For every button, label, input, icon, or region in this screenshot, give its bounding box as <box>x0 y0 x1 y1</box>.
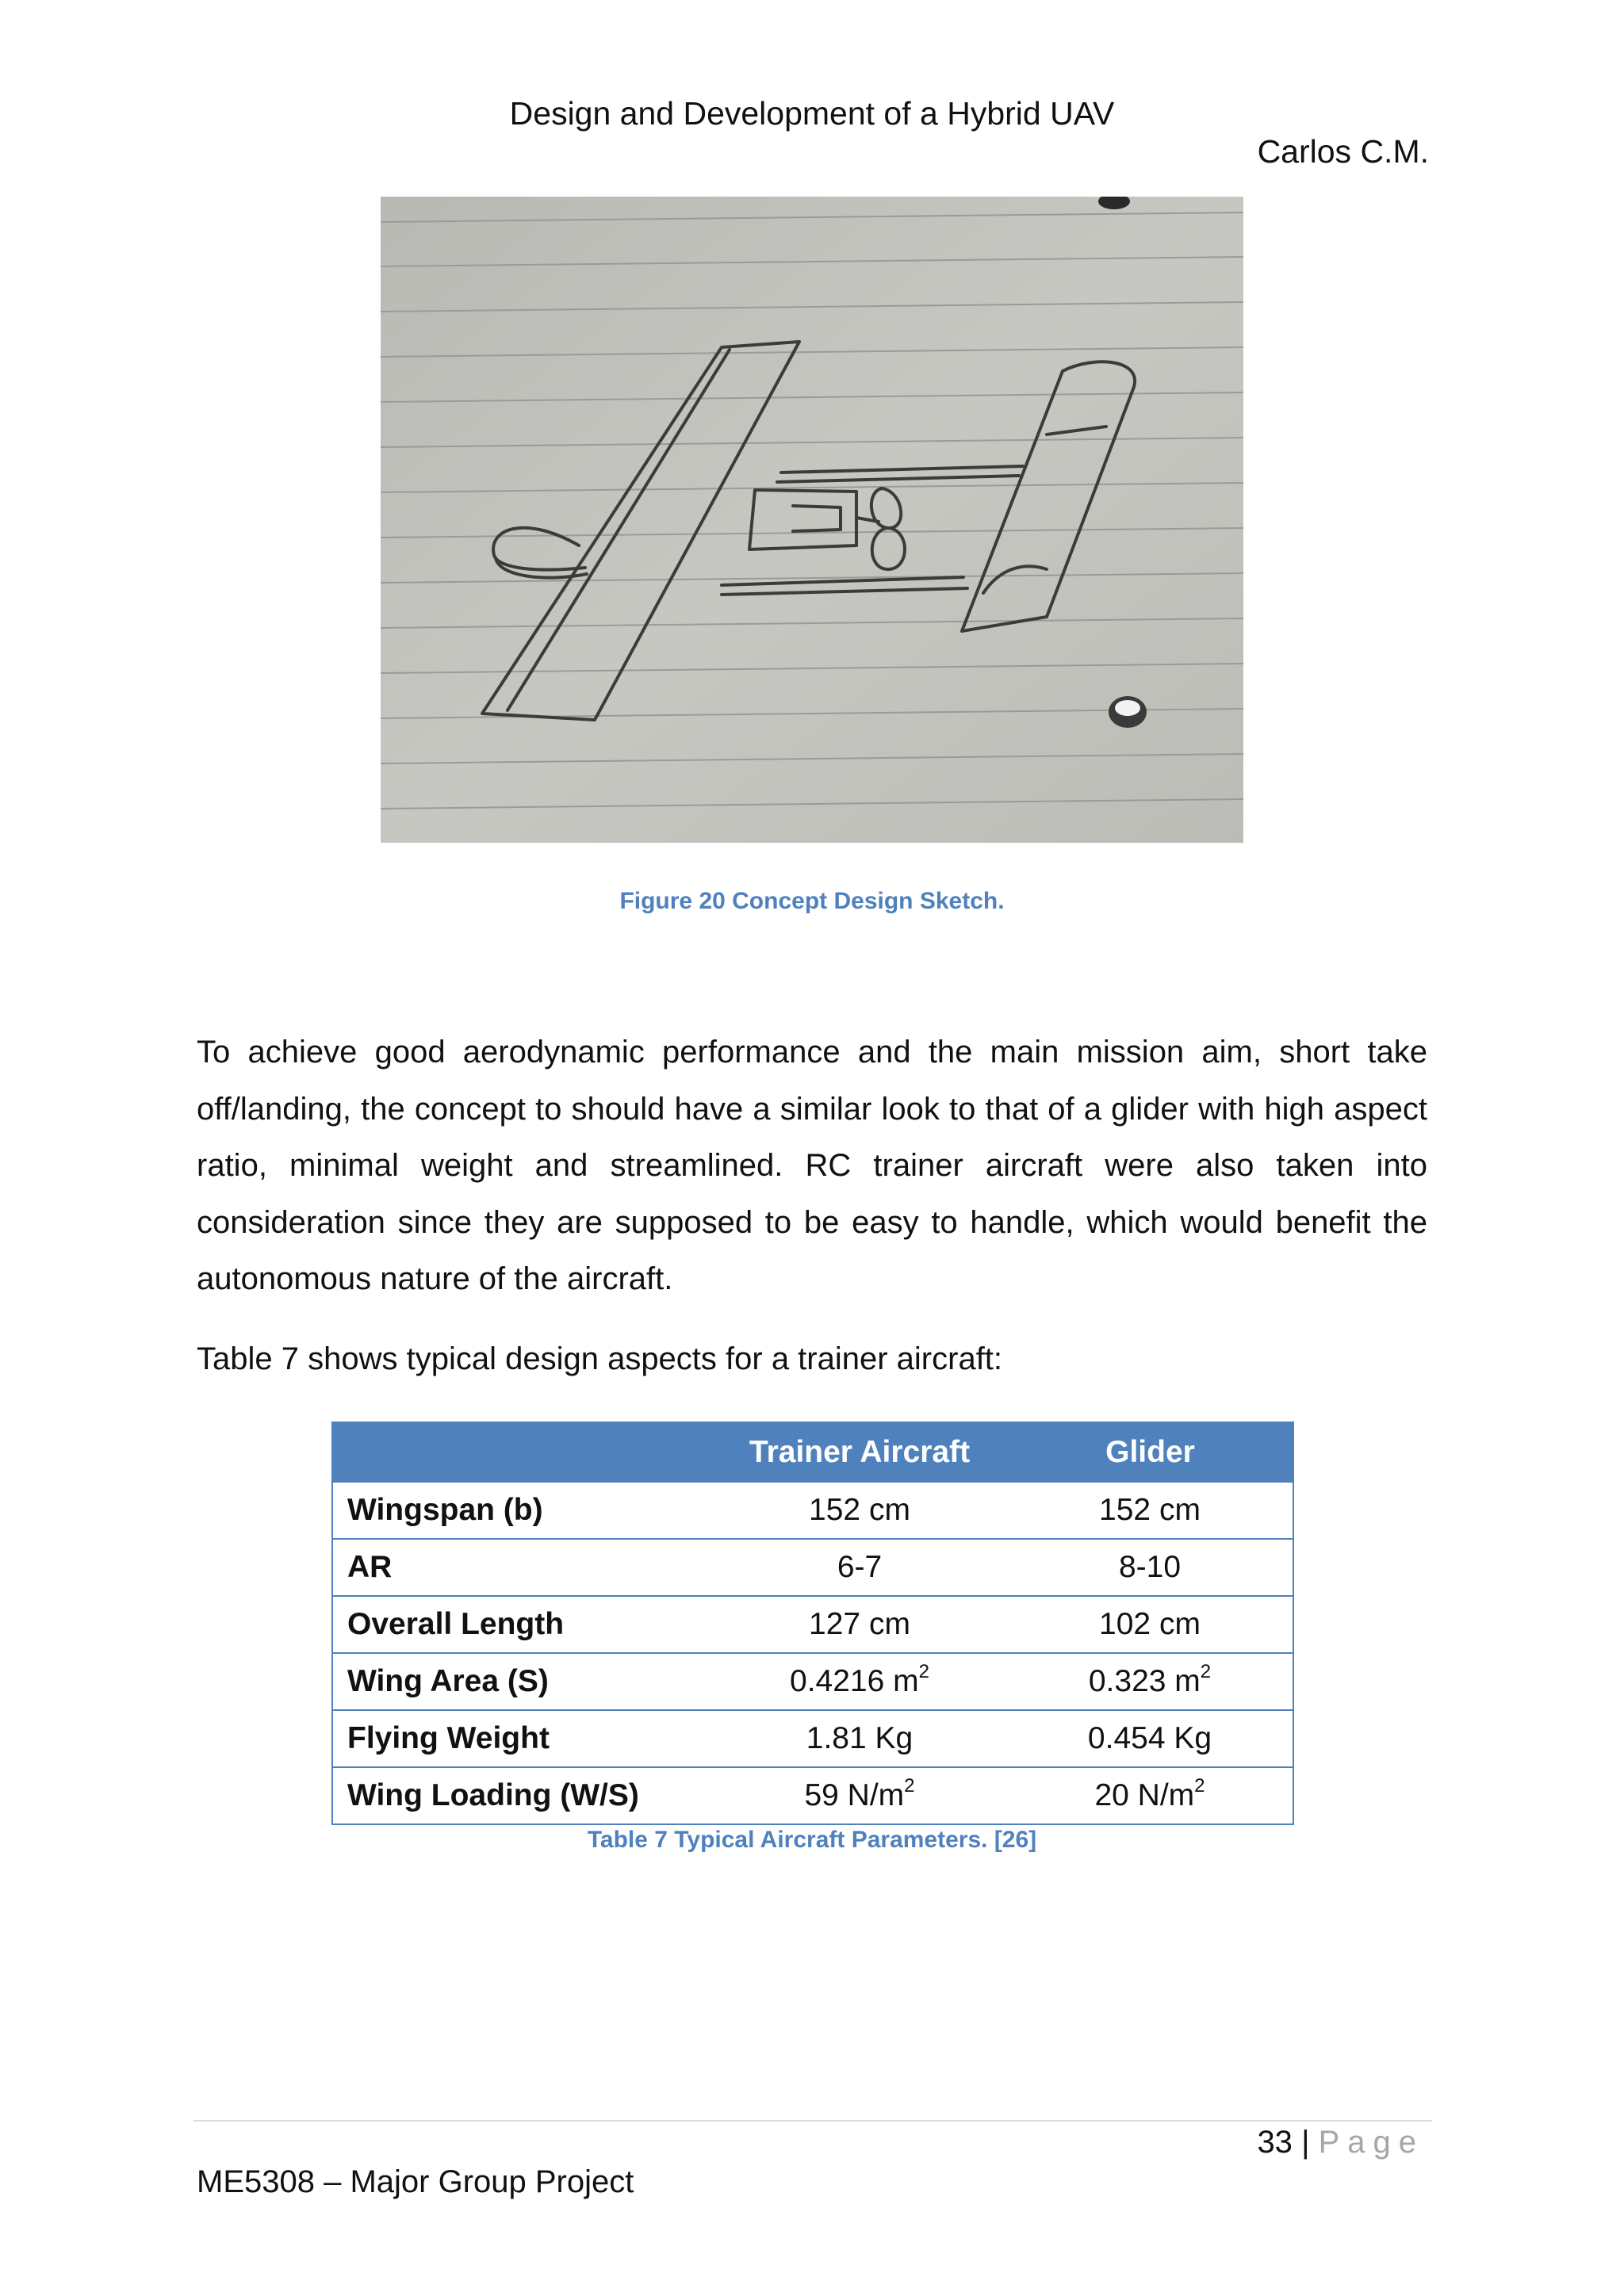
figure-caption: Figure 20 Concept Design Sketch. <box>619 888 1005 914</box>
glider-value: 0.323 m <box>1088 1664 1201 1698</box>
table-header-row <box>332 1422 1293 1482</box>
unit-superscript: 2 <box>918 1661 929 1682</box>
table-row <box>332 1539 1293 1596</box>
unit-superscript: 2 <box>1194 1775 1205 1797</box>
table-row <box>332 1767 1293 1824</box>
table-row <box>332 1482 1293 1539</box>
header-author: Carlos C.M. <box>1257 133 1429 170</box>
table-row <box>332 1710 1293 1767</box>
trainer-value-cell <box>712 1653 1007 1710</box>
row-label: AR <box>332 1539 712 1596</box>
body-paragraph-1: To achieve good aerodynamic performance and the main mission aim, short take off/landing, the concept to should have a similar look to that of a glider with high aspect ratio, minimal weight and streamlined. RC trainer aircraft were also taken into consideration since they are supposed to be easy to handle, which would benefit the autonomous nature of the aircraft. <box>197 1035 1427 1296</box>
body-paragraph-2: Table 7 shows typical design aspects for a trainer aircraft: <box>197 1341 1003 1376</box>
trainer-value: 0.4216 m <box>790 1664 919 1698</box>
page-number-block <box>1257 2125 1424 2160</box>
trainer-value: 152 cm <box>712 1482 1007 1539</box>
table-header-trainer: Trainer Aircraft <box>712 1422 1007 1482</box>
glider-value: 152 cm <box>1007 1482 1293 1539</box>
table-row <box>332 1653 1293 1710</box>
trainer-value: 127 cm <box>712 1596 1007 1653</box>
footer-divider <box>193 2120 1432 2122</box>
glider-value-cell <box>1007 1767 1293 1824</box>
unit-superscript: 2 <box>904 1775 915 1797</box>
footer-project: ME5308 – Major Group Project <box>197 2164 634 2199</box>
table-row <box>332 1596 1293 1653</box>
row-label: Wing Area (S) <box>332 1653 712 1710</box>
row-label: Wingspan (b) <box>332 1482 712 1539</box>
trainer-value: 6-7 <box>712 1539 1007 1596</box>
table-header-glider: Glider <box>1007 1422 1293 1482</box>
concept-sketch-image <box>381 197 1243 843</box>
aircraft-parameters-table <box>331 1422 1294 1825</box>
trainer-value: 59 N/m <box>804 1778 905 1812</box>
page-label: Page <box>1318 2125 1424 2160</box>
page-separator: | <box>1301 2125 1310 2160</box>
glider-value: 102 cm <box>1007 1596 1293 1653</box>
glider-value: 20 N/m <box>1094 1778 1195 1812</box>
table-caption: Table 7 Typical Aircraft Parameters. [26] <box>587 1827 1037 1853</box>
row-label: Overall Length <box>332 1596 712 1653</box>
row-label: Flying Weight <box>332 1710 712 1767</box>
header-title: Design and Development of a Hybrid UAV <box>509 95 1115 132</box>
row-label: Wing Loading (W/S) <box>332 1767 712 1824</box>
glider-value: 0.454 Kg <box>1007 1710 1293 1767</box>
unit-superscript: 2 <box>1200 1661 1212 1682</box>
trainer-value: 1.81 Kg <box>712 1710 1007 1767</box>
trainer-value-cell <box>712 1767 1007 1824</box>
page-number: 33 <box>1257 2125 1293 2160</box>
glider-value: 8-10 <box>1007 1539 1293 1596</box>
glider-value-cell <box>1007 1653 1293 1710</box>
table-header-empty <box>332 1422 712 1482</box>
